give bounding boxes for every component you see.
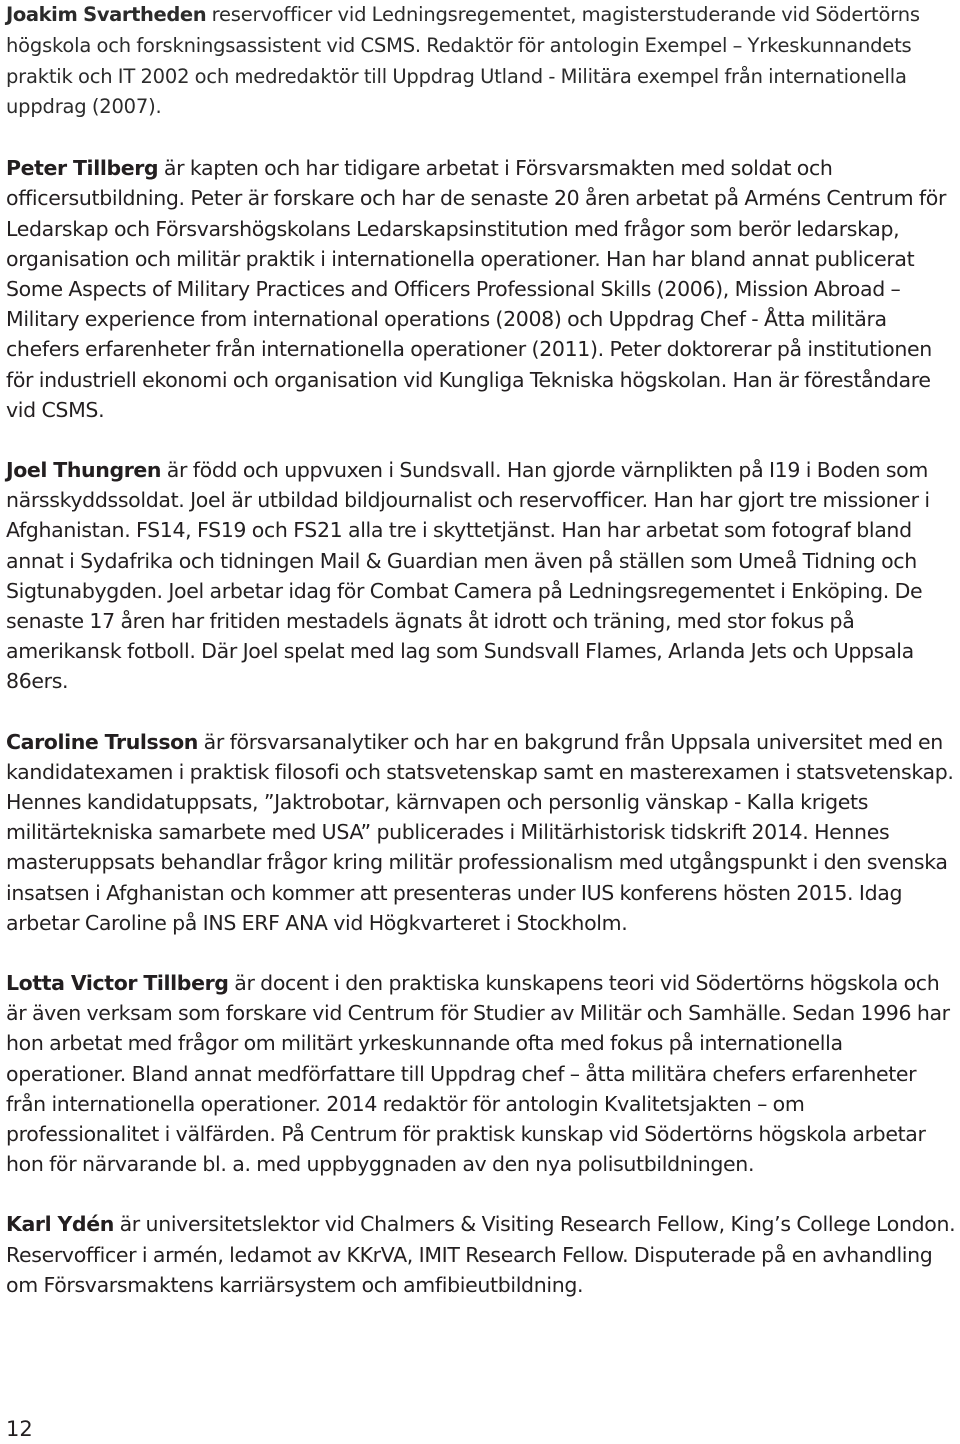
bio-name: Karl Ydén: [6, 1212, 114, 1237]
bio-lotta-victor-tillberg: [6, 968, 956, 1179]
bio-name: Joel Thungren: [6, 458, 162, 483]
bio-karl-yden: [6, 1209, 956, 1300]
bio-text: är född och uppvuxen i Sundsvall. Han gjorde värnplikten på I19 i Boden som närsskyddssoldat. Joel är utbildad bildjournalist och reservofficer. Han har gjort tre missioner i Afghanistan. FS14, FS19 och FS21 alla tre i skyttetjänst. Han har arbetat som fotograf bland annat i Sydafrika och tidningen Mail & Guardian men även på ställen som Umeå Tidning och Sigtunabygden. Joel arbetar idag för Combat Camera på Ledningsregementet i Enköping. De senaste 17 åren har fritiden mestadels ägnats åt idrott och träning, med stor fokus på amerikansk fotboll. Där Joel spelat med lag som Sundsvall Flames, Arlanda Jets och Uppsala 86ers.: [6, 458, 930, 694]
paragraph-gap: [6, 123, 956, 153]
bio-joakim-svartheden: [6, 0, 956, 123]
bio-name: Peter Tillberg: [6, 156, 159, 181]
bio-text: reservofficer vid Ledningsregementet, magisterstuderande vid Södertörns högskola och forskningsassistent vid CSMS. Redaktör för antologin Exempel – Yrkeskunnandets praktik och IT 2002 och medredaktör till Uppdrag Utland - Militära exempel från internationella uppdrag (2007).: [6, 3, 920, 119]
paragraph-gap: [6, 425, 956, 455]
bio-name: Lotta Victor Tillberg: [6, 971, 229, 996]
bio-joel-thungren: [6, 455, 956, 697]
document-page: [6, 0, 956, 1300]
bio-text: är kapten och har tidigare arbetat i Försvarsmakten med soldat och officersutbildning. Peter är forskare och har de senaste 20 åren arbetat på Arméns Centrum för Ledarskap och Försvarshögskolans Ledarskapsinstitution med frågor som berör ledarskap, organisation och militär praktik i internationella operationer. Han har bland annat publicerat Some Aspects of Military Practices and Officers Professional Skills (2006), Mission Abroad – Military experience from international operations (2008) och Uppdrag Chef - Åtta militära chefers erfarenheter från internationella operationer (2011). Peter doktorerar på institutionen för industriell ekonomi och organisation vid Kungliga Tekniska högskolan. Han är föreståndare vid CSMS.: [6, 156, 947, 422]
bio-name: Caroline Trulsson: [6, 729, 199, 754]
bio-caroline-trulsson: [6, 727, 956, 938]
bio-peter-tillberg: [6, 153, 956, 425]
bio-text: är docent i den praktiska kunskapens teori vid Södertörns högskola och är även verksam som forskare vid Centrum för Studier av Militär och Samhälle. Sedan 1996 har hon arbetat med frågor om militärt yrkeskunnande ofta med fokus på internationella operationer. Bland annat medförfattare till Uppdrag chef – åtta militära chefers erfarenheter från internationella operationer. 2014 redaktör för antologin Kvalitetsjakten – om professionalitet i välfärden. På Centrum för praktisk kunskap vid Södertörns högskola arbetar hon för närvarande bl. a. med uppbyggnaden av den nya polisutbildningen.: [6, 971, 950, 1177]
page-number: 12: [6, 1417, 33, 1441]
bio-name: Joakim Svartheden: [6, 3, 207, 26]
paragraph-gap: [6, 1179, 956, 1209]
paragraph-gap: [6, 938, 956, 968]
bio-text: är försvarsanalytiker och har en bakgrund från Uppsala universitet med en kandidatexamen i praktisk filosofi och statsvetenskap samt en masterexamen i statsvetenskap. Hennes kandidatuppsats, ”Jaktrobotar, kärnvapen och personlig vänskap - Kalla krigets militärtekniska samarbete med USA” publicerades i Militärhistorisk tidskrift 2014. Hennes masteruppsats behandlar frågor kring militär professionalism med utgångspunkt i den svenska insatsen i Afghanistan och kommer att presenteras under IUS konferens hösten 2015. Idag arbetar Caroline på INS ERF ANA vid Högkvarteret i Stockholm.: [6, 729, 954, 935]
bio-text: är universitetslektor vid Chalmers & Visiting Research Fellow, King’s College London. Reservofficer i armén, ledamot av KKrVA, IMIT Research Fellow. Disputerade på en avhandling om Försvarsmaktens karriärsystem och amfibieutbildning.: [6, 1212, 956, 1297]
paragraph-gap: [6, 697, 956, 727]
